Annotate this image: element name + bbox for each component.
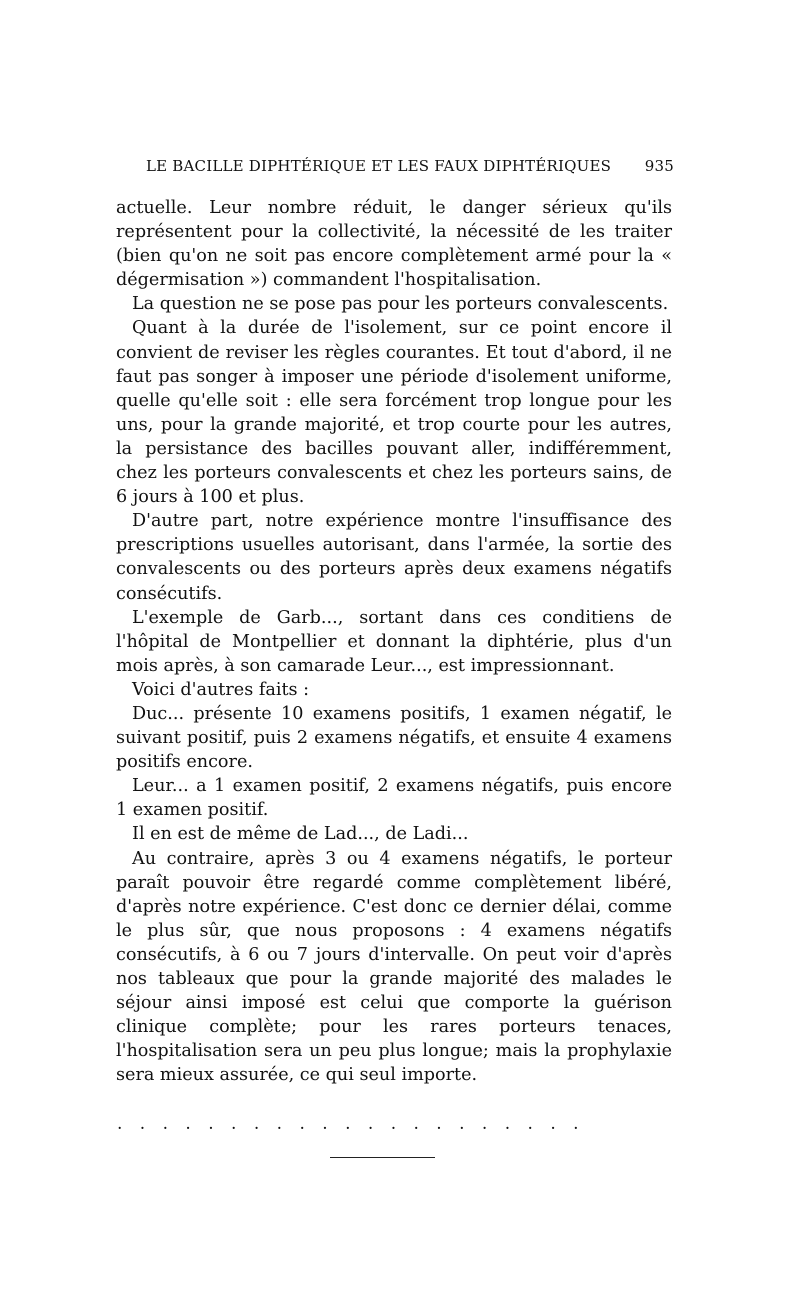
dot-leader [117, 1114, 673, 1136]
paragraph: Voici d'autres faits : [132, 679, 310, 700]
paragraph: Duc... présente 10 examens positifs, 1 examen négatif, le suivant positif, puis 2 examens négatifs, et ensuite 4 examens positifs encore. [116, 703, 672, 773]
page-number: 935 [644, 157, 674, 175]
running-header [146, 157, 674, 181]
paragraph: D'autre part, notre expérience montre l'insuffisance des prescriptions usuelles autorisant, dans l'armée, la sortie des convalescents ou des porteurs après deux examens négatifs consécutifs. [116, 511, 672, 604]
running-title: LE BACILLE DIPHTÉRIQUE ET LES FAUX DIPHTÉRIQUES [146, 157, 612, 175]
section-end-rule [330, 1157, 435, 1158]
dot-leader-text: . . . . . . . . . . . . . . . . . . . . . [117, 1114, 579, 1134]
paragraph: Quant à la durée de l'isolement, sur ce point encore il convient de reviser les règles courantes. Et tout d'abord, il ne faut pas songer à imposer une période d'isolement uniforme, quelle qu'elle soit : elle sera forcément trop longue pour les uns, pour la grande majorité, et trop courte pour les autres, la persistance des bacilles pouvant aller, indifféremment, chez les porteurs convalescents et chez les porteurs sains, de 6 jours à 100 et plus. [116, 318, 672, 508]
paragraph: Il en est de même de Lad..., de Ladi... [132, 824, 469, 845]
body-text [116, 196, 672, 1087]
paragraph: L'exemple de Garb..., sortant dans ces conditiens de l'hôpital de Montpellier et donnant la diphtérie, plus d'un mois après, à son camarade Leur..., est impressionnant. [116, 607, 672, 676]
paragraph: Leur... a 1 examen positif, 2 examens négatifs, puis encore 1 examen positif. [116, 776, 672, 821]
paragraph: La question ne se pose pas pour les porteurs convalescents. [132, 294, 669, 315]
paragraph: actuelle. Leur nombre réduit, le danger sérieux qu'ils représentent pour la collectivité, la nécessité de les traiter (bien qu'on ne soit pas encore complètement armé pour la « dégermisation ») commandent l'hospitalisation. [116, 198, 672, 291]
paragraph: Au contraire, après 3 ou 4 examens négatifs, le porteur paraît pouvoir être regardé comme complètement libéré, d'après notre expérience. C'est donc ce dernier délai, comme le plus sûr, que nous proposons : 4 examens négatifs consécutifs, à 6 ou 7 jours d'intervalle. On peut voir d'après nos tableaux que pour la grande majorité des malades le séjour ainsi imposé est celui que comporte la guérison clinique complète; pour les rares porteurs tenaces, l'hospitalisation sera un peu plus longue; mais la prophylaxie sera mieux assurée, ce qui seul importe. [116, 848, 672, 1086]
